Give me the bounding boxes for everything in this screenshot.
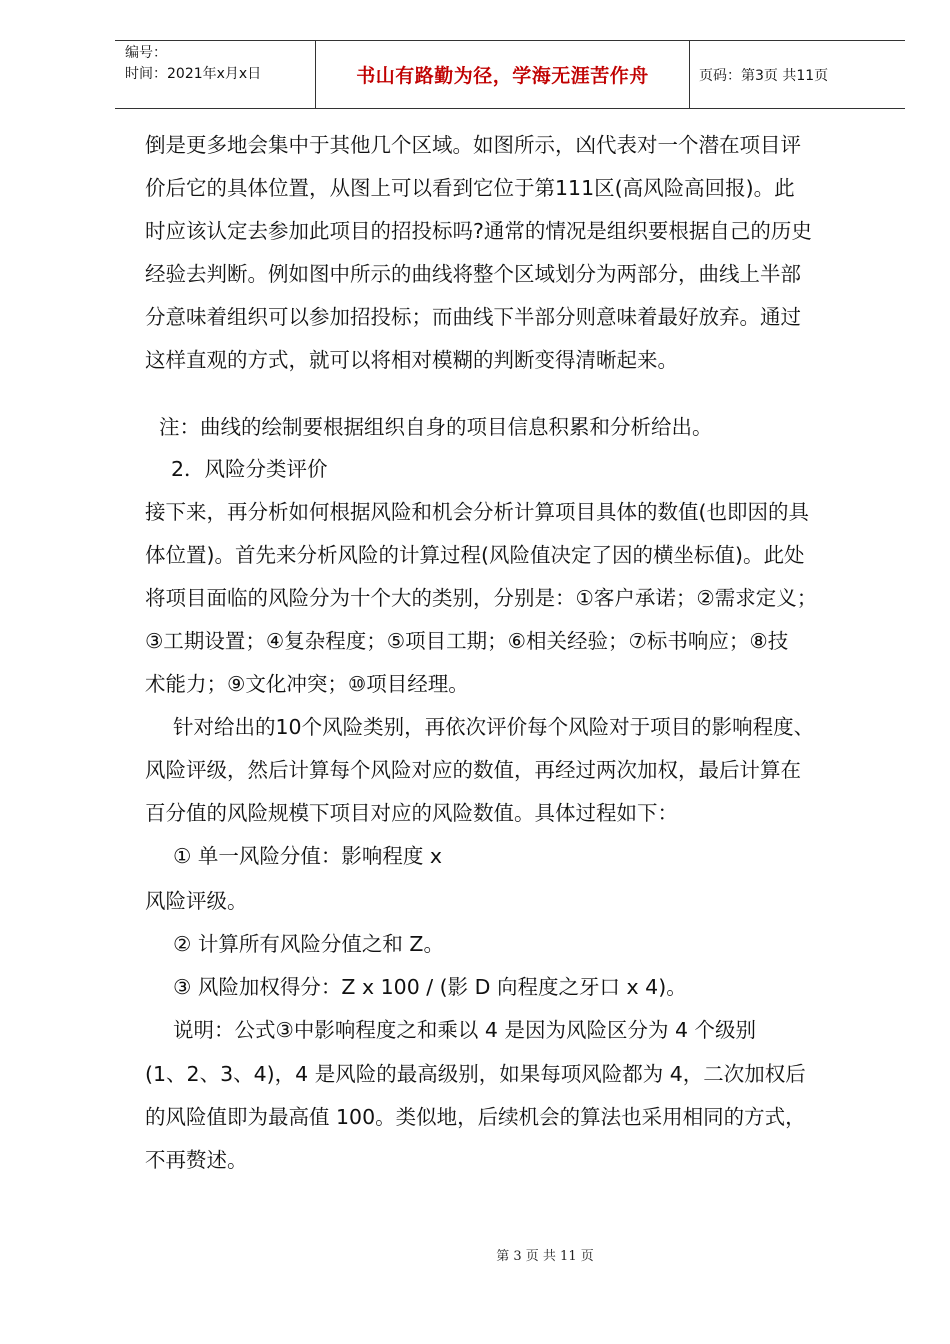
- body-line: 将项目面临的风险分为十个大的类别，分别是：①客户承诺；②需求定义；: [145, 586, 818, 610]
- formula-step-1: ① 单一风险分值：影响程度 x: [173, 844, 443, 868]
- note-line: 注：曲线的绘制要根据组织自身的项目信息积累和分析给出。: [159, 415, 713, 439]
- body-line: 体位置)。首先来分析风险的计算过程(风险值决定了因的横坐标值)。此处: [145, 543, 805, 567]
- page-footer: [0, 1245, 950, 1264]
- section-heading: 2．风险分类评价: [171, 457, 328, 481]
- body-line: 百分值的风险规模下项目对应的风险数值。具体过程如下：: [145, 801, 678, 825]
- body-line: 分意味着组织可以参加招投标；而曲线下半部分则意味着最好放弃。通过: [145, 305, 801, 329]
- body-line: 的风险值即为最高值 100。类似地，后续机会的算法也采用相同的方式，: [145, 1105, 806, 1129]
- body-line: 术能力；⑨文化冲突；⑩项目经理。: [145, 672, 469, 696]
- body-line: 这样直观的方式，就可以将相对模糊的判断变得清晰起来。: [145, 348, 678, 372]
- body-line: (1、2、3、4)，4 是风险的最高级别，如果每项风险都为 4，二次加权后: [145, 1062, 806, 1086]
- body-line: 价后它的具体位置，从图上可以看到它位于第111区(高风险高回报)。此: [145, 176, 795, 200]
- body-line: 时应该认定去参加此项目的招投标吗?通常的情况是组织要根据自己的历史: [145, 219, 812, 243]
- document-time-label: 时间：2021年x月x日: [125, 66, 262, 82]
- body-line: 接下来，再分析如何根据风险和机会分析计算项目具体的数值(也即因的具: [145, 500, 809, 524]
- document-number-label: 编号：: [125, 45, 167, 61]
- header-page-label: 页码：第3页 共11页: [699, 67, 829, 84]
- body-line: 不再赘述。: [145, 1148, 248, 1172]
- footer-page-number: 第 3 页 共 11 页: [496, 1249, 594, 1264]
- body-line: 风险评级，然后计算每个风险对应的数值，再经过两次加权，最后计算在: [145, 758, 801, 782]
- page-header: [115, 40, 905, 109]
- header-motto: 书山有路勤为径，学海无涯苦作舟: [316, 41, 690, 108]
- formula-step-3: ③ 风险加权得分：Z x 100 / (影 D 向程度之牙口 x 4)。: [173, 975, 687, 999]
- body-line: 倒是更多地会集中于其他几个区域。如图所示，凶代表对一个潜在项目评: [145, 133, 801, 157]
- header-meta-cell: [115, 41, 316, 108]
- body-line: 针对给出的10个风险类别，再依次评价每个风险对于项目的影响程度、: [173, 715, 815, 739]
- formula-step-2: ② 计算所有风险分值之和 Z。: [173, 932, 444, 956]
- body-line: 经验去判断。例如图中所示的曲线将整个区域划分为两部分，曲线上半部: [145, 262, 801, 286]
- body-line: 风险评级。: [145, 889, 248, 913]
- body-line: ③工期设置；④复杂程度；⑤项目工期；⑥相关经验；⑦标书响应；⑧技: [145, 629, 789, 653]
- explanation-line: 说明：公式③中影响程度之和乘以 4 是因为风险区分为 4 个级别: [173, 1018, 757, 1042]
